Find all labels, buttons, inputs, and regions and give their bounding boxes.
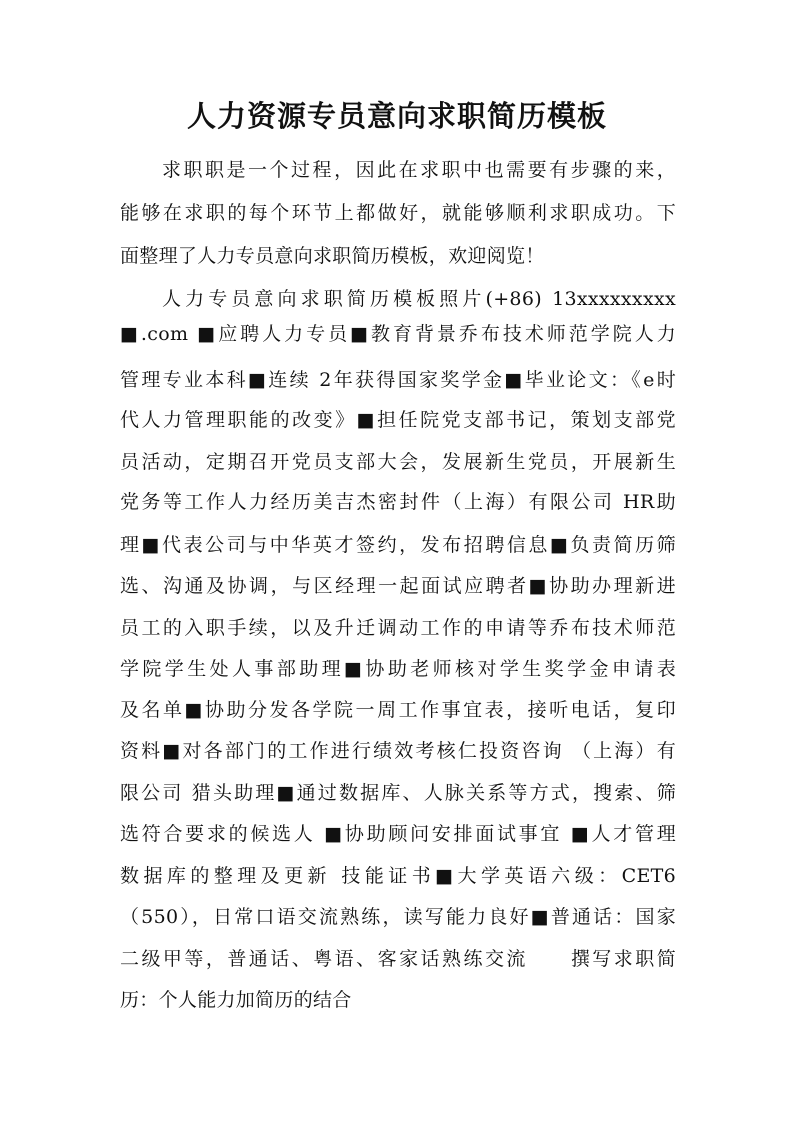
body-line: ■.com ■应聘人力专员■教育背景乔布技术师范学院人力	[120, 323, 676, 345]
intro-line: 能够在求职的每个环节上都做好，就能够顺利求职成功。下	[120, 202, 676, 224]
body-line: 人力专员意向求职简历模板照片(+86) 13xxxxxxxxx	[162, 288, 676, 310]
body-line: 党务等工作人力经历美吉杰密封件（上海）有限公司 HR助	[120, 491, 676, 513]
body-line: （550），日常口语交流熟练，读写能力良好■普通话：国家	[120, 906, 676, 928]
body-line: 二级甲等，普通话、粤语、客家话熟练交流 撰写求职简	[120, 948, 676, 970]
body-line: 员活动，定期召开党员支部大会，发展新生党员，开展新生	[120, 451, 676, 473]
body-line: 选、沟通及协调，与区经理一起面试应聘者■协助办理新进	[120, 575, 676, 597]
document-title: 人力资源专员意向求职简历模板	[186, 99, 607, 133]
intro-line: 求职职是一个过程，因此在求职中也需要有步骤的来，	[162, 159, 676, 181]
body-line: 员工的入职手续，以及升迁调动工作的申请等乔布技术师范	[120, 617, 676, 639]
body-line: 数据库的整理及更新 技能证书■大学英语六级：CET6	[120, 865, 676, 887]
body-line: 历：个人能力加简历的结合	[120, 989, 352, 1011]
body-line: 及名单■协助分发各学院一周工作事宜表，接听电话，复印	[120, 699, 676, 721]
body-line: 理■代表公司与中华英才签约，发布招聘信息■负责简历筛	[120, 534, 676, 556]
intro-line: 面整理了人力专员意向求职简历模板，欢迎阅览！	[120, 245, 545, 267]
body-line: 资料■对各部门的工作进行绩效考核仁投资咨询 （上海）有	[120, 740, 676, 762]
body-line: 代人力管理职能的改变》■担任院党支部书记，策划支部党	[120, 409, 676, 431]
body-line: 学院学生处人事部助理■协助老师核对学生奖学金申请表	[120, 658, 676, 680]
body-line: 限公司 猎头助理■通过数据库、人脉关系等方式，搜索、筛	[120, 782, 676, 804]
body-line: 选符合要求的候选人 ■协助顾问安排面试事宜 ■人才管理	[120, 823, 676, 845]
body-line: 管理专业本科■连续 2年获得国家奖学金■毕业论文：《e时	[120, 369, 676, 391]
